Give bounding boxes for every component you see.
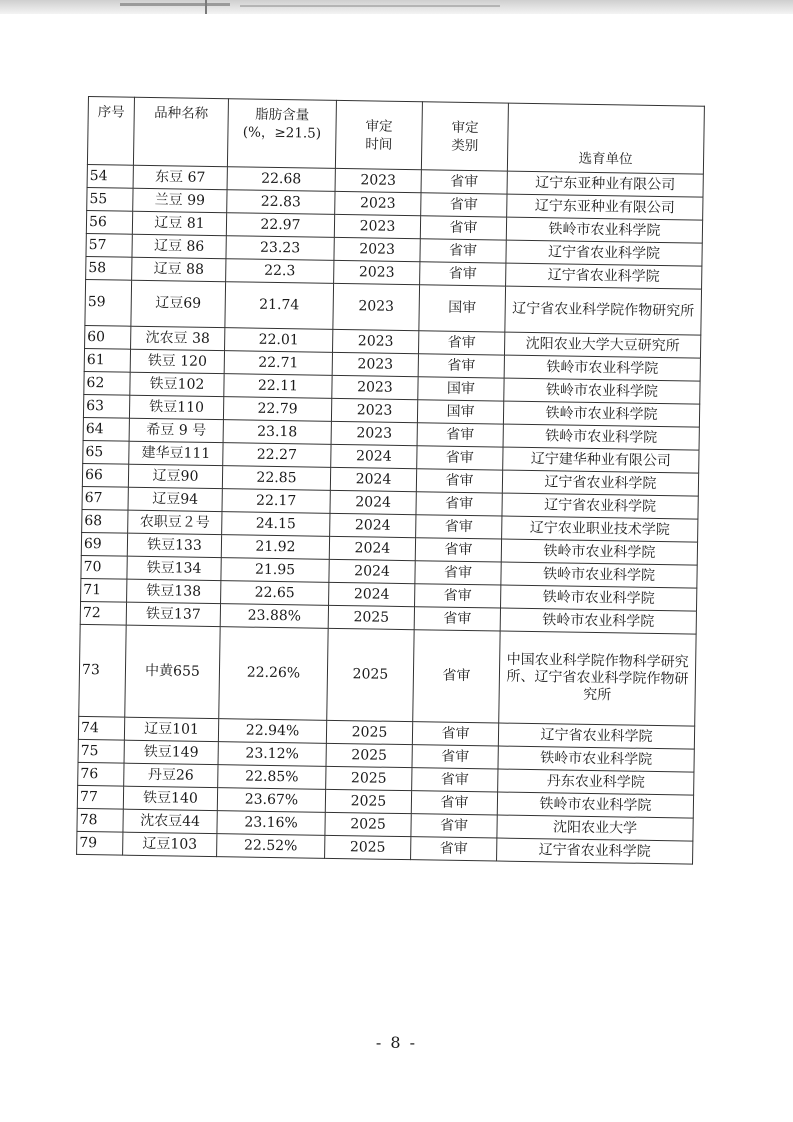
- cell-category: 省审: [415, 538, 501, 562]
- cell-fat: 22.65: [221, 581, 329, 606]
- document-page: [76, 96, 705, 865]
- cell-fat: 23.18: [223, 420, 331, 445]
- cell-seq: 62: [84, 371, 130, 395]
- cell-fat: 22.26%: [219, 627, 328, 721]
- cell-year: 2024: [330, 467, 416, 491]
- scan-artifact: [240, 5, 500, 7]
- cell-unit: 铁岭市农业科学院: [503, 401, 699, 427]
- cell-unit: 铁岭市农业科学院: [498, 746, 694, 772]
- cell-fat: 23.16%: [217, 811, 325, 836]
- cell-fat: 23.12%: [218, 742, 326, 767]
- cell-year: 2023: [332, 352, 418, 376]
- cell-variety: 辽豆103: [123, 832, 217, 856]
- header-time-line1: 审定: [365, 117, 393, 135]
- cell-category: 省审: [411, 814, 497, 838]
- header-category-line1: 审定: [451, 119, 479, 136]
- cell-seq: 54: [87, 164, 133, 188]
- cell-fat: 22.11: [224, 374, 332, 399]
- cell-unit: 铁岭市农业科学院: [503, 424, 699, 450]
- cell-seq: 60: [85, 325, 131, 349]
- cell-year: 2023: [331, 398, 417, 422]
- cell-category: 省审: [418, 354, 504, 378]
- cell-seq: 65: [83, 440, 129, 464]
- cell-variety: 铁豆134: [127, 556, 221, 580]
- cell-year: 2025: [325, 835, 411, 859]
- cell-fat: 22.01: [225, 328, 333, 353]
- cell-variety: 沈农豆 38: [131, 326, 225, 350]
- cell-variety: 辽豆101: [124, 717, 218, 741]
- cell-unit: 辽宁农业职业技术学院: [502, 516, 698, 542]
- cell-year: 2024: [331, 444, 417, 468]
- cell-unit: 辽宁省农业科学院作物研究所: [505, 286, 702, 335]
- cell-fat: 22.3: [226, 259, 334, 284]
- cell-seq: 75: [78, 739, 124, 763]
- cell-seq: 77: [77, 785, 123, 809]
- cell-category: 省审: [413, 630, 500, 723]
- cell-category: 省审: [420, 262, 506, 286]
- cell-fat: 22.17: [222, 489, 330, 514]
- cell-year: 2023: [331, 421, 417, 445]
- cell-category: 国审: [418, 377, 504, 401]
- cell-seq: 58: [86, 256, 132, 280]
- cell-variety: 铁豆133: [127, 533, 221, 557]
- cell-category: 省审: [421, 170, 507, 194]
- cell-category: 省审: [420, 216, 506, 240]
- cell-seq: 67: [82, 486, 128, 510]
- cell-variety: 丹豆26: [124, 763, 218, 787]
- cell-seq: 72: [80, 601, 126, 625]
- cell-unit: 铁岭市农业科学院: [497, 792, 693, 818]
- cell-fat: 21.74: [225, 282, 334, 330]
- cell-variety: 辽豆69: [131, 280, 226, 327]
- cell-variety: 辽豆 88: [132, 257, 226, 281]
- cell-seq: 55: [87, 187, 133, 211]
- cell-fat: 21.92: [221, 535, 329, 560]
- header-seq: 序号: [87, 97, 134, 166]
- cell-variety: 铁豆102: [130, 372, 224, 396]
- cell-unit: 辽宁省农业科学院: [502, 493, 698, 519]
- cell-seq: 74: [78, 716, 124, 740]
- cell-unit: 沈阳农业大学: [497, 815, 693, 841]
- cell-fat: 22.94%: [218, 719, 326, 744]
- cell-unit: 中国农业科学院作物科学研究所、辽宁省农业科学院作物研究所: [499, 631, 696, 726]
- cell-year: 2024: [330, 513, 416, 537]
- cell-fat: 22.71: [224, 351, 332, 376]
- header-time: [335, 100, 422, 169]
- cell-variety: 希豆 9 号: [129, 418, 223, 442]
- cell-unit: 铁岭市农业科学院: [506, 217, 702, 243]
- cell-unit: 辽宁东亚种业有限公司: [507, 194, 703, 220]
- cell-seq: 64: [83, 417, 129, 441]
- cell-unit: 辽宁东亚种业有限公司: [507, 171, 703, 197]
- header-unit: 选育单位: [507, 103, 704, 174]
- cell-category: 省审: [416, 469, 502, 493]
- cell-variety: 辽豆 81: [132, 211, 226, 235]
- cell-category: 省审: [417, 446, 503, 470]
- cell-unit: 辽宁省农业科学院: [506, 263, 702, 289]
- cell-variety: 辽豆 86: [132, 234, 226, 258]
- cell-variety: 铁豆 120: [130, 349, 224, 373]
- cell-fat: 21.95: [221, 558, 329, 583]
- scan-artifact: [120, 3, 230, 6]
- cell-fat: 24.15: [222, 512, 330, 537]
- soybean-variety-table: [76, 96, 705, 865]
- cell-fat: 23.88%: [220, 604, 328, 629]
- cell-variety: 农职豆２号: [128, 510, 222, 534]
- cell-year: 2024: [329, 536, 415, 560]
- cell-year: 2023: [334, 260, 420, 284]
- cell-variety: 建华豆111: [129, 441, 223, 465]
- cell-year: 2023: [334, 214, 420, 238]
- cell-fat: 22.83: [227, 190, 335, 215]
- cell-year: 2023: [333, 329, 419, 353]
- cell-year: 2024: [329, 582, 415, 606]
- header-fat-line1: 脂肪含量: [255, 106, 310, 124]
- cell-variety: 中黄655: [125, 625, 220, 718]
- cell-year: 2023: [333, 283, 420, 330]
- scan-top-edge: [0, 0, 793, 14]
- cell-category: 省审: [417, 423, 503, 447]
- cell-seq: 59: [85, 279, 132, 326]
- header-category: [421, 102, 508, 171]
- cell-variety: 铁豆138: [127, 579, 221, 603]
- cell-category: 省审: [415, 584, 501, 608]
- table-body: [77, 164, 704, 864]
- cell-year: 2025: [326, 743, 412, 767]
- cell-year: 2025: [328, 605, 414, 629]
- cell-variety: 铁豆137: [126, 602, 220, 626]
- cell-seq: 78: [77, 808, 123, 832]
- cell-unit: 铁岭市农业科学院: [504, 378, 700, 404]
- cell-category: 省审: [411, 791, 497, 815]
- header-fat: [227, 99, 336, 169]
- cell-year: 2025: [325, 812, 411, 836]
- cell-year: 2023: [335, 191, 421, 215]
- cell-seq: 79: [77, 831, 123, 855]
- cell-year: 2023: [334, 237, 420, 261]
- cell-variety: 铁豆140: [123, 786, 217, 810]
- header-category-line2: 类别: [451, 137, 479, 154]
- cell-category: 省审: [416, 515, 502, 539]
- header-fat-line2: (%，≥21.5): [242, 124, 322, 142]
- cell-category: 省审: [415, 561, 501, 585]
- cell-category: 省审: [411, 837, 497, 861]
- cell-unit: 辽宁省农业科学院: [506, 240, 702, 266]
- cell-seq: 66: [82, 463, 128, 487]
- header-time-line2: 时间: [365, 135, 393, 153]
- cell-unit: 丹东农业科学院: [498, 769, 694, 795]
- header-variety: 品种名称: [133, 97, 228, 166]
- cell-unit: 铁岭市农业科学院: [504, 355, 700, 381]
- cell-fat: 22.68: [227, 167, 335, 192]
- cell-variety: 沈农豆44: [123, 809, 217, 833]
- cell-category: 国审: [417, 400, 503, 424]
- cell-category: 省审: [412, 745, 498, 769]
- cell-seq: 56: [86, 210, 132, 234]
- cell-seq: 76: [78, 762, 124, 786]
- cell-fat: 22.27: [223, 443, 331, 468]
- cell-fat: 23.67%: [217, 788, 325, 813]
- cell-year: 2024: [330, 490, 416, 514]
- cell-seq: 69: [81, 532, 127, 556]
- cell-year: 2025: [326, 720, 412, 744]
- cell-seq: 68: [82, 509, 128, 533]
- cell-unit: 辽宁省农业科学院: [497, 838, 693, 864]
- cell-fat: 22.79: [223, 397, 331, 422]
- cell-variety: 辽豆90: [128, 464, 222, 488]
- cell-fat: 22.97: [226, 213, 334, 238]
- cell-unit: 辽宁建华种业有限公司: [503, 447, 699, 473]
- cell-year: 2024: [329, 559, 415, 583]
- cell-unit: 辽宁省农业科学院: [498, 723, 694, 749]
- cell-variety: 兰豆 99: [133, 188, 227, 212]
- cell-unit: 铁岭市农业科学院: [501, 539, 697, 565]
- cell-category: 国审: [419, 285, 506, 332]
- cell-unit: 铁岭市农业科学院: [501, 562, 697, 588]
- cell-unit: 沈阳农业大学大豆研究所: [504, 332, 700, 358]
- cell-variety: 铁豆110: [129, 395, 223, 419]
- cell-variety: 铁豆149: [124, 740, 218, 764]
- table-row: [79, 624, 696, 726]
- cell-unit: 辽宁省农业科学院: [502, 470, 698, 496]
- cell-fat: 22.85%: [218, 765, 326, 790]
- cell-category: 省审: [418, 331, 504, 355]
- cell-category: 省审: [420, 239, 506, 263]
- cell-seq: 71: [81, 578, 127, 602]
- cell-seq: 73: [79, 624, 126, 717]
- cell-unit: 铁岭市农业科学院: [501, 585, 697, 611]
- cell-category: 省审: [416, 492, 502, 516]
- cell-variety: 东豆 67: [133, 165, 227, 189]
- cell-seq: 70: [81, 555, 127, 579]
- cell-year: 2025: [325, 789, 411, 813]
- cell-seq: 63: [83, 394, 129, 418]
- cell-year: 2025: [327, 628, 414, 721]
- cell-variety: 辽豆94: [128, 487, 222, 511]
- cell-category: 省审: [412, 768, 498, 792]
- cell-year: 2025: [326, 766, 412, 790]
- cell-seq: 57: [86, 233, 132, 257]
- cell-fat: 22.52%: [217, 834, 325, 859]
- page-number: - 8 -: [375, 1033, 418, 1052]
- cell-fat: 23.23: [226, 236, 334, 261]
- cell-seq: 61: [84, 348, 130, 372]
- cell-fat: 22.85: [222, 466, 330, 491]
- cell-category: 省审: [421, 193, 507, 217]
- cell-category: 省审: [414, 607, 500, 631]
- table-header-row: [87, 97, 704, 175]
- cell-year: 2023: [335, 168, 421, 192]
- cell-category: 省审: [412, 722, 498, 746]
- cell-unit: 铁岭市农业科学院: [500, 608, 696, 634]
- scan-artifact: [205, 0, 207, 14]
- cell-year: 2023: [332, 375, 418, 399]
